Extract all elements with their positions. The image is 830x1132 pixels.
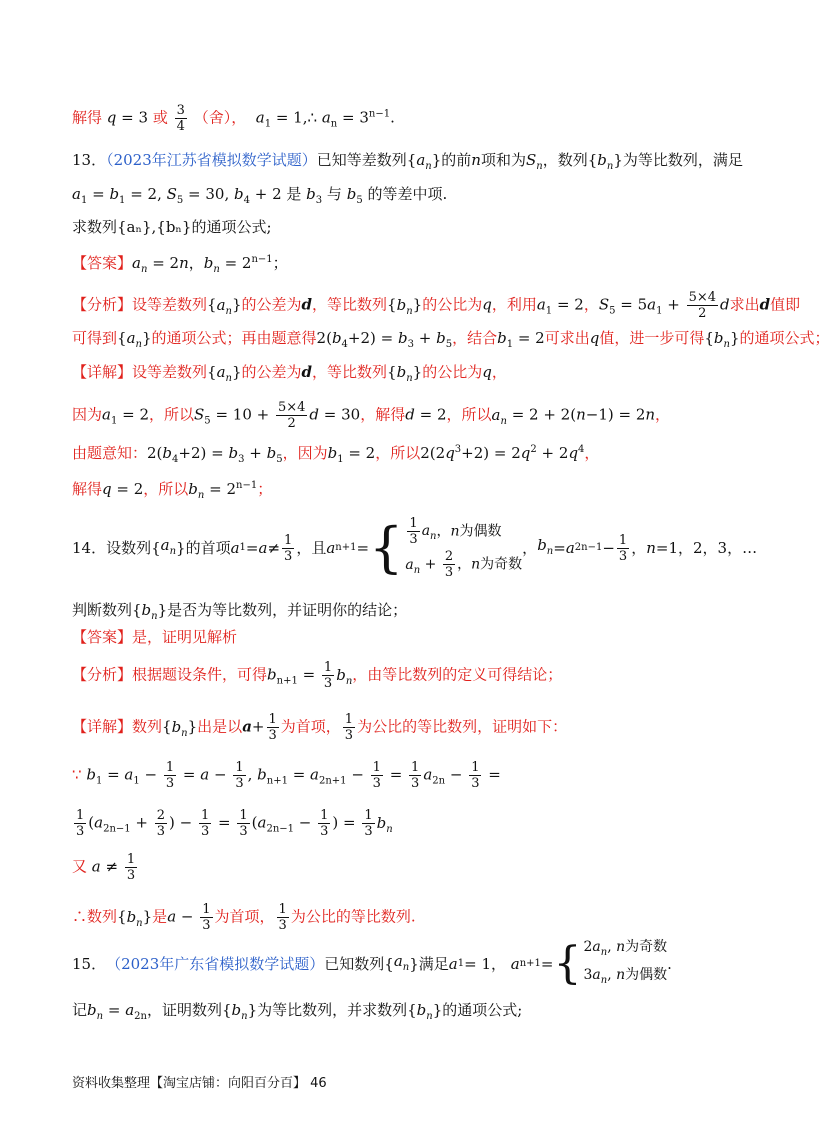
problem-14-question: 判断数列$\{b_n\}$是否为等比数列，并证明你的结论； [72,601,408,622]
problem-14-analysis: 【分析】根据题设条件，可得$b_{n+1}$ = $\frac{1}{3}$ $b_n$，由等比数列的定义可得结论； [72,660,563,691]
problem-14-conclusion: ∴数列$\{b_n\}$是a − $\frac{1}{3}$ 为首项， $\frac{1}{3}$ 为公比的等比数列. [72,902,416,933]
problem-13-header: 13．（2023年江苏省模拟数学试题）已知等差数列$\{a_n\}$的前n项和为$S_n$，数列$\{b_n\}$为等比数列，满足 [72,151,743,172]
problem-13-question: 求数列{aₙ},{bₙ}的通项公式; [72,218,272,236]
problem-13-detail-4: 解得q = 2，所以$b_n = 2^{n-1}$； [72,480,273,501]
problem-source: （2023年江苏省模拟数学试题） [106,151,317,169]
problem-13-detail-1: 【详解】设等差数列$\{a_n\}$的公差为d，等比数列$\{b_n\}$的公比为q， [72,363,507,384]
problem-14-detail-3: $\frac{1}{3}$ ($a_{2n-1}$ + $\frac{2}{3}$ ) − $\frac{1}{3}$ = $\frac{1}{3}$ ($a_{2n-1}$ − $\frac{1}{3}$ ) = $\frac{1}{3}$ $b_n$ [76,808,393,839]
problem-13-conditions: $a_1 = b_1 = 2$, $S_5 = 30$, $b_4 + 2$ 是 $b_3$ 与 $b_5$ 的等差中项. [72,185,448,206]
problem-14-statement: 14．设数列{ $a_n$ }的首项 a 1 = a ≠ $\frac{1}{3}$ ，且 a n+1 = { $\frac{1}{3}$ $a_n$，n为偶数 $a_n$ + $\frac{2}{3}$ ，n为奇数 ， $b_n$ = a 2n−1 − $\frac{1}{3}$ ， n =1，2，3，… [72,515,758,580]
problem-13-detail-3: 由题意知：$2(b_4+2) = b_3 + b_5$，因为$b_1 = 2$，所以$2(2q^3+2) = 2q^2 + 2q^4$， [72,444,600,465]
problem-14-detail-1: 【详解】数列$\{b_n\}$出是以a+ $\frac{1}{3}$ 为首项， $\frac{1}{3}$ 为公比的等比数列，证明如下： [72,712,568,743]
problem-15-statement: 15． （2023年广东省模拟数学试题） 已知数列{ $a_n$ }满足 a 1 = 1， a n+1 = { $2a_n$, n为奇数 $3a_n$, n为偶数 . [72,938,672,989]
problem-13-detail-2: 因为$a_1 = 2$，所以$S_5 = 10$ + $\frac{5\times 4}{2}$ d = 30，解得d = 2，所以$a_n = 2 + 2(n-1) = 2n$， [72,400,671,431]
problem-15-question: 记$b_n = a_{2n}$，证明数列$\{b_n\}$为等比数列，并求数列$\{b_n\}$的通项公式; [72,1001,523,1022]
page-footer: 资料收集整理【淘宝店铺：向阳百分百】 46 [72,1076,327,1091]
problem-13-analysis-2: 可得到$\{a_n\}$的通项公式；再由题意得$2(b_4+2) = b_3 + b_5$，结合$b_1 = 2$可求出q值，进一步可得$\{b_n\}$的通项公式； [72,329,830,350]
problem-14-detail-2: ∵ $b_1 = a_1$ − $\frac{1}{3}$ = a − $\frac{1}{3}$ , $b_{n+1} = a_{2n+1}$ − $\frac{1}{3}$ = $\frac{1}{3}$ $a_{2n}$ − $\frac{1}{3}$ = [72,760,501,791]
problem-14-answer: 【答案】是，证明见解析 [72,628,238,646]
solution-line-1: 解得 q = 3 或 $\frac{3}{4}$ （舍）， $a_1$ = 1,∴ $a_n = 3^{n-1}$. [72,103,395,134]
problem-13-analysis-1: 【分析】设等差数列$\{a_n\}$的公差为d，等比数列$\{b_n\}$的公比为q，利用$a_1 = 2$，$S_5 = 5a_1$ + $\frac{5\times 4}{2}$ d求出d值即 [72,290,801,321]
problem-13-answer: 【答案】$a_n = 2n$，$b_n = 2^{n-1}$； [72,254,288,275]
problem-14-detail-4: 又 a ≠ $\frac{1}{3}$ [72,852,136,883]
